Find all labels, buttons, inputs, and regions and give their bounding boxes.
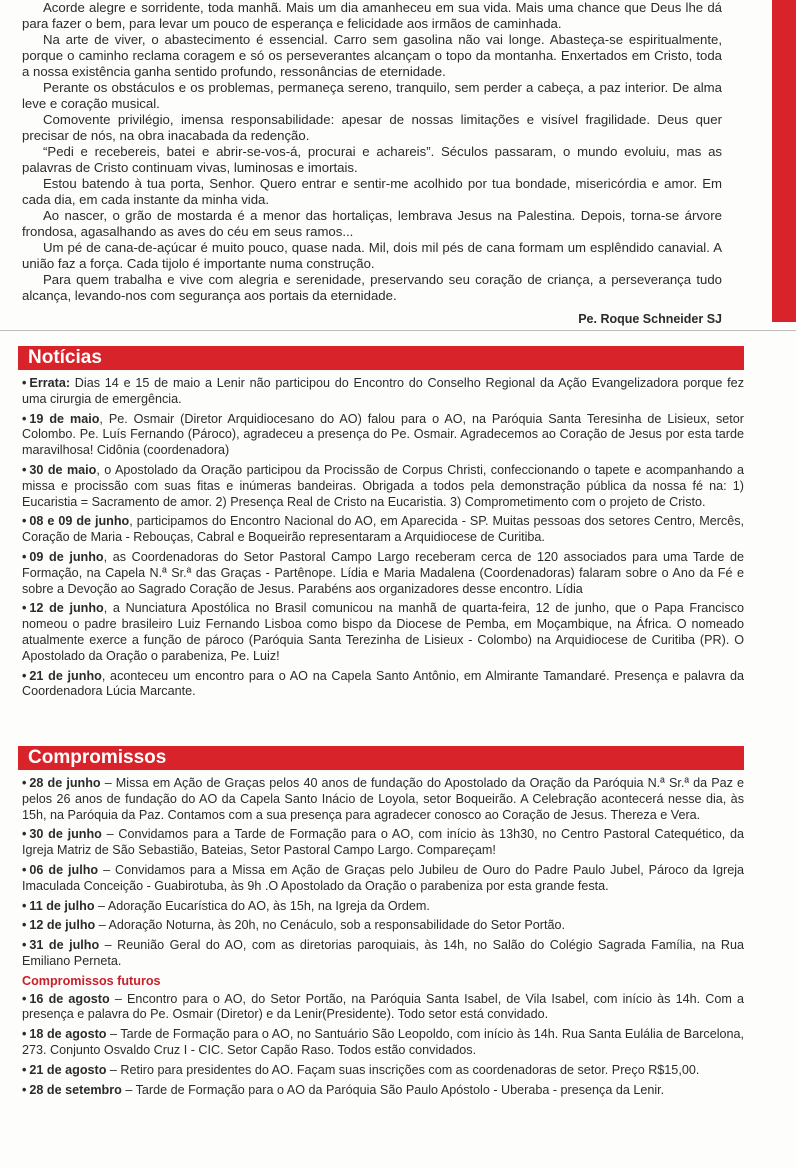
compromissos-header: Compromissos — [18, 746, 744, 770]
intro-paragraph: “Pedi e recebereis, batei e abrir-se-vos-á, procurai e achareis”. Séculos passaram, o mundo evoluiu, mas as palavras de Cristo continuam vivas, luminosas e imortais. — [22, 144, 722, 175]
divider — [0, 330, 796, 331]
bullet-icon: • — [22, 827, 27, 842]
bullet-icon: • — [22, 862, 27, 877]
noticias-header: Notícias — [18, 346, 744, 370]
bullet-icon: • — [22, 601, 27, 616]
intro-paragraph: Ao nascer, o grão de mostarda é a menor das hortaliças, lembrava Jesus na Palestina. Depois, torna-se árvore frondosa, agasalhando as aves do céu em seus ramos... — [22, 208, 722, 239]
list-item: • 21 de junho, aconteceu um encontro para o AO na Capela Santo Antônio, em Almirante Tamandaré. Presença e palavra da Coordenadora Lúcia Marcante. — [22, 668, 744, 699]
noticias-list — [22, 376, 744, 704]
bullet-icon: • — [22, 1062, 27, 1077]
list-item: • 18 de agosto – Tarde de Formação para o AO, no Santuário São Leopoldo, com início às 14h. Rua Santa Eulália de Barcelona, 273. Conjunto Osvaldo Cruz I - CIC. Setor Capão Raso. Todos estão convidados. — [22, 1027, 745, 1057]
list-item: • 31 de julho – Reunião Geral do AO, com as diretorias paroquiais, às 14h, no Salão do Colégio Sagrada Família, na Rua Emiliano Perneta. — [22, 938, 744, 968]
intro-paragraph: Acorde alegre e sorridente, toda manhã. Mais um dia amanheceu em sua vida. Mais uma chance que Deus lhe dá para fazer o bem, para levar um pouco de esperança e felicidade aos irmãos de caminhada. — [22, 0, 722, 31]
list-item: • 09 de junho, as Coordenadoras do Setor Pastoral Campo Largo receberam cerca de 120 associados para uma Tarde de Formação, na Capela N.ª Sr.ª das Graças - Partênope. Lídia e Maria Madalena (Coordenadoras) falaram sobre o Ano da Fé e sobre a Devoção ao Sagrado Coração de Jesus. Parabéns aos organizadores desse encontro. Lídia — [22, 549, 744, 596]
signature: Pe. Roque Schneider SJ — [578, 312, 722, 326]
compromissos-futuros-heading: Compromissos futuros — [22, 973, 161, 988]
intro-paragraph: Na arte de viver, o abastecimento é essencial. Carro sem gasolina não vai longe. Abasteça-se espiritualmente, porque o caminho reclama coragem e só os perseverantes alcançam o topo da montanha. Enxertados em Cristo, toda a nossa existência ganha sentido profundo, ressonâncias de eternidade. — [22, 32, 722, 79]
bullet-icon: • — [22, 549, 27, 564]
list-item: • 21 de agosto – Retiro para presidentes do AO. Façam suas inscrições com as coordenadoras de setor. Preço R$15,00. — [22, 1062, 700, 1077]
bullet-icon: • — [22, 514, 27, 529]
list-item: • 16 de agosto – Encontro para o AO, do Setor Portão, na Paróquia Santa Isabel, de Vila Isabel, com início às 14h. Com a presença e palavra do Pe. Osmair (Diretor) e da Lenir(Presidente). Todo setor está convidado. — [22, 991, 744, 1022]
list-item: • 08 e 09 de junho, participamos do Encontro Nacional do AO, em Aparecida - SP. Muitas pessoas dos setores Centro, Mercês, Coração de Maria - Rebouças, Cabral e Boqueirão representaram a Arquidiocese de Curitiba. — [22, 514, 744, 545]
bullet-icon: • — [22, 1027, 27, 1042]
intro-paragraph: Para quem trabalha e vive com alegria e serenidade, preservando seu coração de criança, a perseverança tudo alcança, levando-nos com segurança aos portais da eternidade. — [22, 272, 722, 303]
bullet-icon: • — [22, 411, 27, 426]
intro-paragraph: Perante os obstáculos e os problemas, permaneça sereno, tranquilo, sem perder a cabeça, a paz interior. De alma leve e coração musical. — [22, 80, 722, 111]
bullet-icon: • — [22, 776, 27, 790]
list-item: • 12 de junho, a Nunciatura Apostólica no Brasil comunicou na manhã de quarta-feira, 12 de junho, que o Papa Francisco nomeou o padre brasileiro Luiz Fernando Lisboa como bispo da Diocese de Pemba, em Moçambique, na África. O nomeado atualmente exerce a função de pároco (Paróquia Santa Terezinha de Lisieux - Colombo) na Arquidiocese de Curitiba (PR). O Apostolado da Oração o parabeniza, Pe. Luiz! — [22, 601, 744, 663]
intro-paragraph: Comovente privilégio, imensa responsabilidade: apesar de nossas limitações e visível fragilidade. Deus quer precisar de nós, na obra inacabada da redenção. — [22, 112, 722, 143]
list-item: • 19 de maio, Pe. Osmair (Diretor Arquidiocesano do AO) falou para o AO, na Paróquia Santa Teresinha de Lisieux, setor Colombo. Pe. Luís Fernando (Pároco), agradeceu a presença do Pe. Osmair. Agradecemos ao Coração de Jesus por esta tarde maravilhosa! Cidônia (coordenadora) — [22, 411, 744, 458]
intro-text — [22, 0, 722, 304]
list-item: • 30 de junho – Convidamos para a Tarde de Formação para o AO, com início às 13h30, no Centro Pastoral Catequético, da Igreja Matriz de São Sebastião, Bateias, Setor Pastoral Campo Largo. Compareçam! — [22, 827, 744, 858]
bullet-icon: • — [22, 991, 27, 1006]
list-item: • 11 de julho – Adoração Eucarística do AO, às 15h, na Igreja da Ordem. — [22, 898, 430, 913]
list-item: • 28 de setembro – Tarde de Formação para o AO da Paróquia São Paulo Apóstolo - Uberaba - presença da Lenir. — [22, 1082, 665, 1097]
list-item: • Errata: Dias 14 e 15 de maio a Lenir não participou do Encontro do Conselho Regional da Ação Evangelizadora porque fez uma cirurgia de emergência. — [22, 376, 744, 406]
bullet-icon: • — [22, 898, 27, 913]
bullet-icon: • — [22, 462, 27, 477]
red-side-bar — [772, 0, 796, 322]
list-item: • 12 de julho – Adoração Noturna, às 20h, no Cenáculo, sob a responsabilidade do Setor Portão. — [22, 918, 565, 933]
bullet-icon: • — [22, 668, 27, 683]
bullet-icon: • — [22, 918, 27, 933]
bullet-icon: • — [22, 376, 27, 390]
list-item: • 28 de junho – Missa em Ação de Graças pelos 40 anos de fundação do Apostolado da Oração da Paróquia N.ª Sr.ª da Paz e pelos 26 anos de fundação do AO da Capela Santo Inácio de Loyola, setor Boqueirão. A Celebração acontecerá nesse dia, às 15h, na Paróquia da Paz. Contamos com a sua presença para agradecer conosco ao Coração de Jesus. Thereza e Vera. — [22, 776, 744, 822]
intro-paragraph: Estou batendo à tua porta, Senhor. Quero entrar e sentir-me acolhido por tua bondade, misericórdia e amor. Em cada dia, em cada instante da minha vida. — [22, 176, 722, 207]
bullet-icon: • — [22, 1082, 27, 1097]
compromissos-list — [22, 776, 744, 1102]
list-item: • 06 de julho – Convidamos para a Missa em Ação de Graças pelo Jubileu de Ouro do Padre Paulo Jubel, Pároco da Igreja Imaculada Conceição - Guabirotuba, às 9h .O Apostolado da Oração o parabeniza por esta grande festa. — [22, 862, 745, 893]
intro-paragraph: Um pé de cana-de-açúcar é muito pouco, quase nada. Mil, dois mil pés de cana formam um esplêndido canavial. A união faz a força. Cada tijolo é importante numa construção. — [22, 240, 722, 271]
bullet-icon: • — [22, 938, 27, 953]
list-item: • 30 de maio, o Apostolado da Oração participou da Procissão de Corpus Christi, confeccionando o tapete e acompanhando a missa e procissão com suas fitas e inúmeras bandeiras. Obrigada a todos pela demonstração pública da nossa fé na: 1) Eucaristia = Sacramento de amor. 2) Presença Real de Cristo na Eucaristia. 3) Comprometimento com o projeto de Cristo. — [22, 462, 744, 509]
